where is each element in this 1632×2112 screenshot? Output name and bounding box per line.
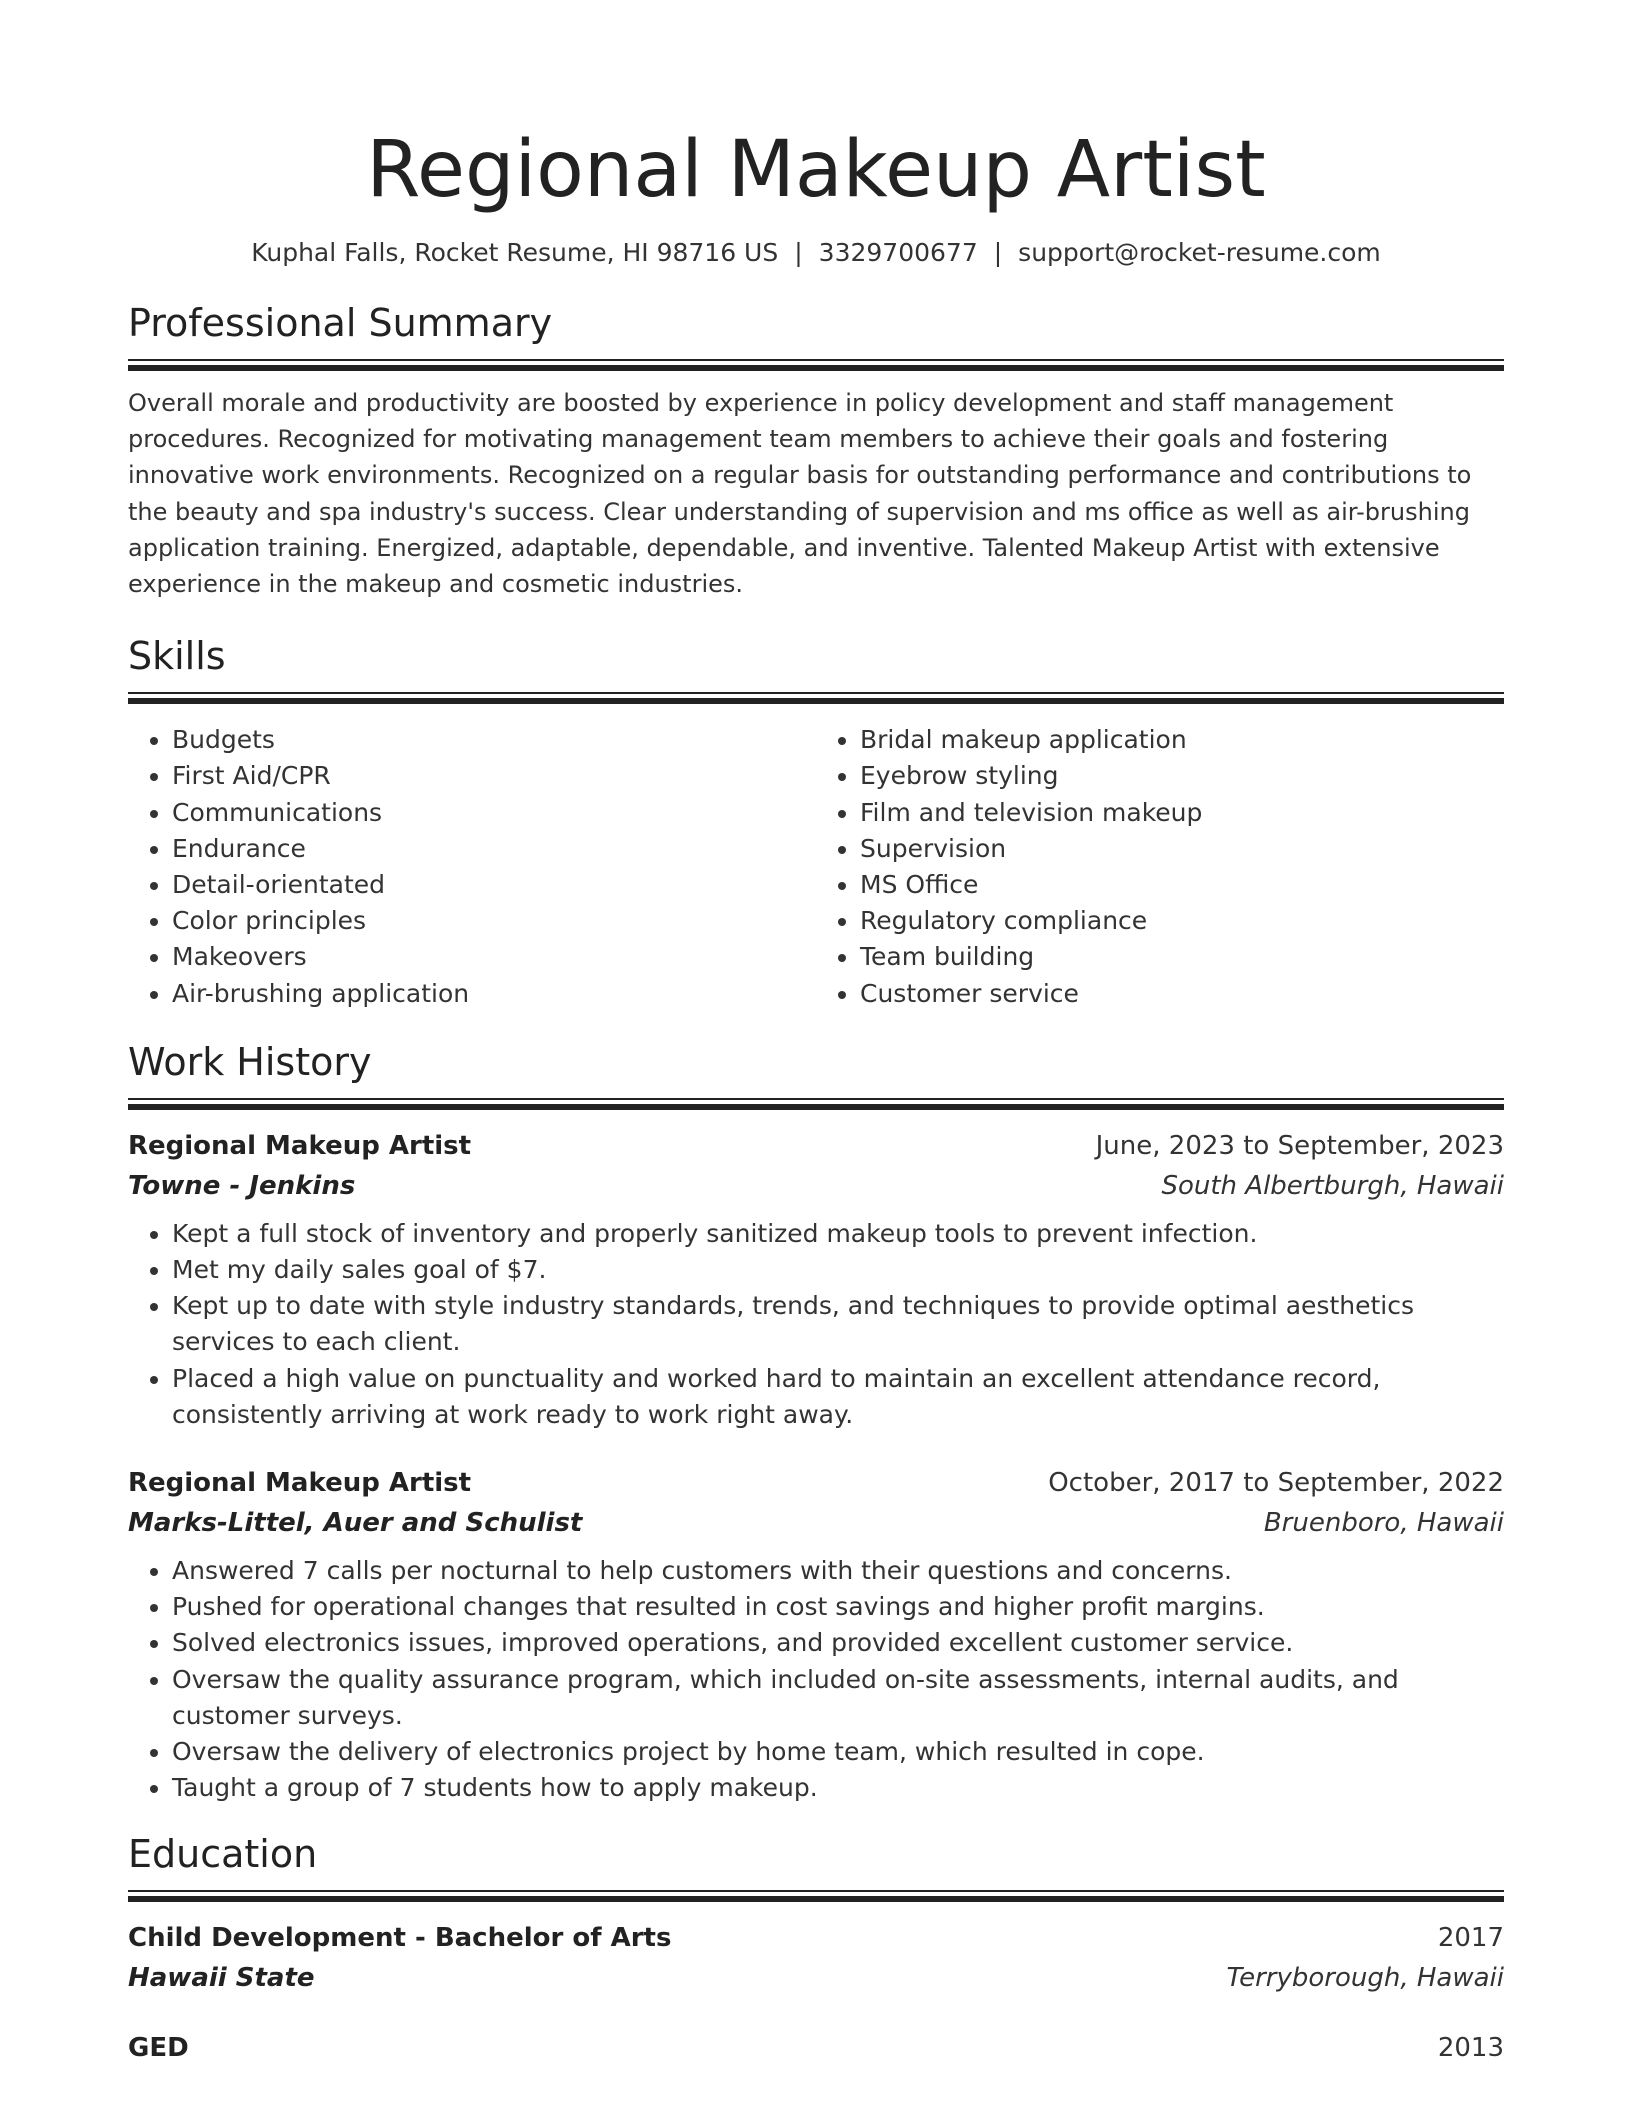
job-title: Regional Makeup Artist (128, 1468, 472, 1499)
job-bullets (128, 1216, 1504, 1433)
job-bullet: • Kept a full stock of inventory and properly sanitized makeup tools to prevent infection. (172, 1216, 1504, 1252)
skills-left-list (128, 722, 816, 1012)
skill-item: • First Aid/CPR (172, 758, 816, 794)
job-bullet: • Met my daily sales goal of $7. (172, 1252, 1504, 1288)
job-bullet: • Taught a group of 7 students how to apply makeup. (172, 1770, 1504, 1806)
section-rule (128, 1890, 1504, 1902)
contact-phone: 3329700677 (818, 238, 978, 267)
job-company: Towne - Jenkins (128, 1170, 356, 1201)
job-company: Marks-Littel, Auer and Schulist (128, 1508, 583, 1539)
education-location: Terryborough, Hawaii (1226, 1963, 1504, 1994)
job-header (128, 1463, 1504, 1503)
contact-line (128, 238, 1504, 267)
education-title: Education (128, 1832, 318, 1877)
education-year: 2013 (1437, 2033, 1504, 2064)
job-bullet: • Answered 7 calls per nocturnal to help customers with their questions and concerns. (172, 1553, 1504, 1589)
job-location: Bruenboro, Hawaii (1263, 1508, 1504, 1539)
skill-item: • Customer service (860, 976, 1504, 1012)
skill-item: • Air-brushing application (172, 976, 816, 1012)
education-entry (128, 1918, 1504, 1998)
job-bullet: • Oversaw the delivery of electronics project by home team, which resulted in cope. (172, 1734, 1504, 1770)
education-subheader (128, 1958, 1504, 1998)
skills-right-list (816, 722, 1504, 1012)
section-rule (128, 359, 1504, 371)
work-section (128, 1038, 1504, 1807)
skill-item: • Bridal makeup application (860, 722, 1504, 758)
job-bullets (128, 1553, 1504, 1806)
skills-section (128, 632, 1504, 1012)
contact-separator: | (993, 238, 1003, 267)
skill-item: • Endurance (172, 831, 816, 867)
work-title: Work History (128, 1039, 372, 1084)
section-rule (128, 692, 1504, 704)
skill-item: • Supervision (860, 831, 1504, 867)
skill-item: • Eyebrow styling (860, 758, 1504, 794)
resume-page (128, 0, 1504, 2068)
job-location: South Albertburgh, Hawaii (1161, 1170, 1504, 1201)
skill-item: • Communications (172, 795, 816, 831)
education-school: Hawaii State (128, 1963, 315, 1994)
education-entry (128, 2028, 1504, 2068)
skill-item: • Team building (860, 939, 1504, 975)
education-degree: GED (128, 2033, 189, 2064)
job-subheader (128, 1166, 1504, 1206)
skill-item: • Regulatory compliance (860, 903, 1504, 939)
skill-item: • Color principles (172, 903, 816, 939)
summary-section (128, 299, 1504, 602)
job-dates: June, 2023 to September, 2023 (1095, 1130, 1504, 1161)
skills-columns (128, 722, 1504, 1012)
education-year: 2017 (1437, 1923, 1504, 1954)
section-rule (128, 1098, 1504, 1110)
contact-address: Kuphal Falls, Rocket Resume, HI 98716 US (251, 238, 779, 267)
skill-item: • Makeovers (172, 939, 816, 975)
skill-item: • Detail-orientated (172, 867, 816, 903)
job-bullet: • Pushed for operational changes that resulted in cost savings and higher profit margins. (172, 1589, 1504, 1625)
skills-title: Skills (128, 634, 226, 679)
education-header (128, 2028, 1504, 2068)
skill-item: • Budgets (172, 722, 816, 758)
job-bullet: • Solved electronics issues, improved operations, and provided excellent customer service. (172, 1625, 1504, 1661)
job-title: Regional Makeup Artist (128, 1130, 472, 1161)
job-entry (128, 1463, 1504, 1806)
job-header (128, 1126, 1504, 1166)
contact-email[interactable]: support@rocket-resume.com (1018, 238, 1381, 267)
job-subheader (128, 1503, 1504, 1543)
summary-text: Overall morale and productivity are boosted by experience in policy development and staff management procedures. Recognized for motivating management team members to achieve their goals and fostering innovative work environments. Recognized on a regular basis for outstanding performance and contributions to the beauty and spa industry's success. Clear understanding of supervision and ms office as well as air-brushing application training. Energized, adaptable, dependable, and inventive. Talented Makeup Artist with extensive experience in the makeup and cosmetic industries. (128, 389, 1472, 599)
skill-item: • MS Office (860, 867, 1504, 903)
job-bullet: • Placed a high value on punctuality and worked hard to maintain an excellent attendance record, consistently arriving at work ready to work right away. (172, 1361, 1504, 1433)
job-entry (128, 1126, 1504, 1433)
education-section (128, 1830, 1504, 2068)
skill-item: • Film and television makeup (860, 795, 1504, 831)
job-bullet: • Kept up to date with style industry standards, trends, and techniques to provide optimal aesthetics services to each client. (172, 1288, 1504, 1360)
job-dates: October, 2017 to September, 2022 (1048, 1468, 1504, 1499)
education-header (128, 1918, 1504, 1958)
job-bullet: • Oversaw the quality assurance program, which included on-site assessments, internal audits, and customer surveys. (172, 1662, 1504, 1734)
education-degree: Child Development - Bachelor of Arts (128, 1923, 672, 1954)
resume-name: Regional Makeup Artist (366, 125, 1266, 215)
contact-separator: | (794, 238, 803, 267)
summary-title: Professional Summary (128, 301, 553, 345)
